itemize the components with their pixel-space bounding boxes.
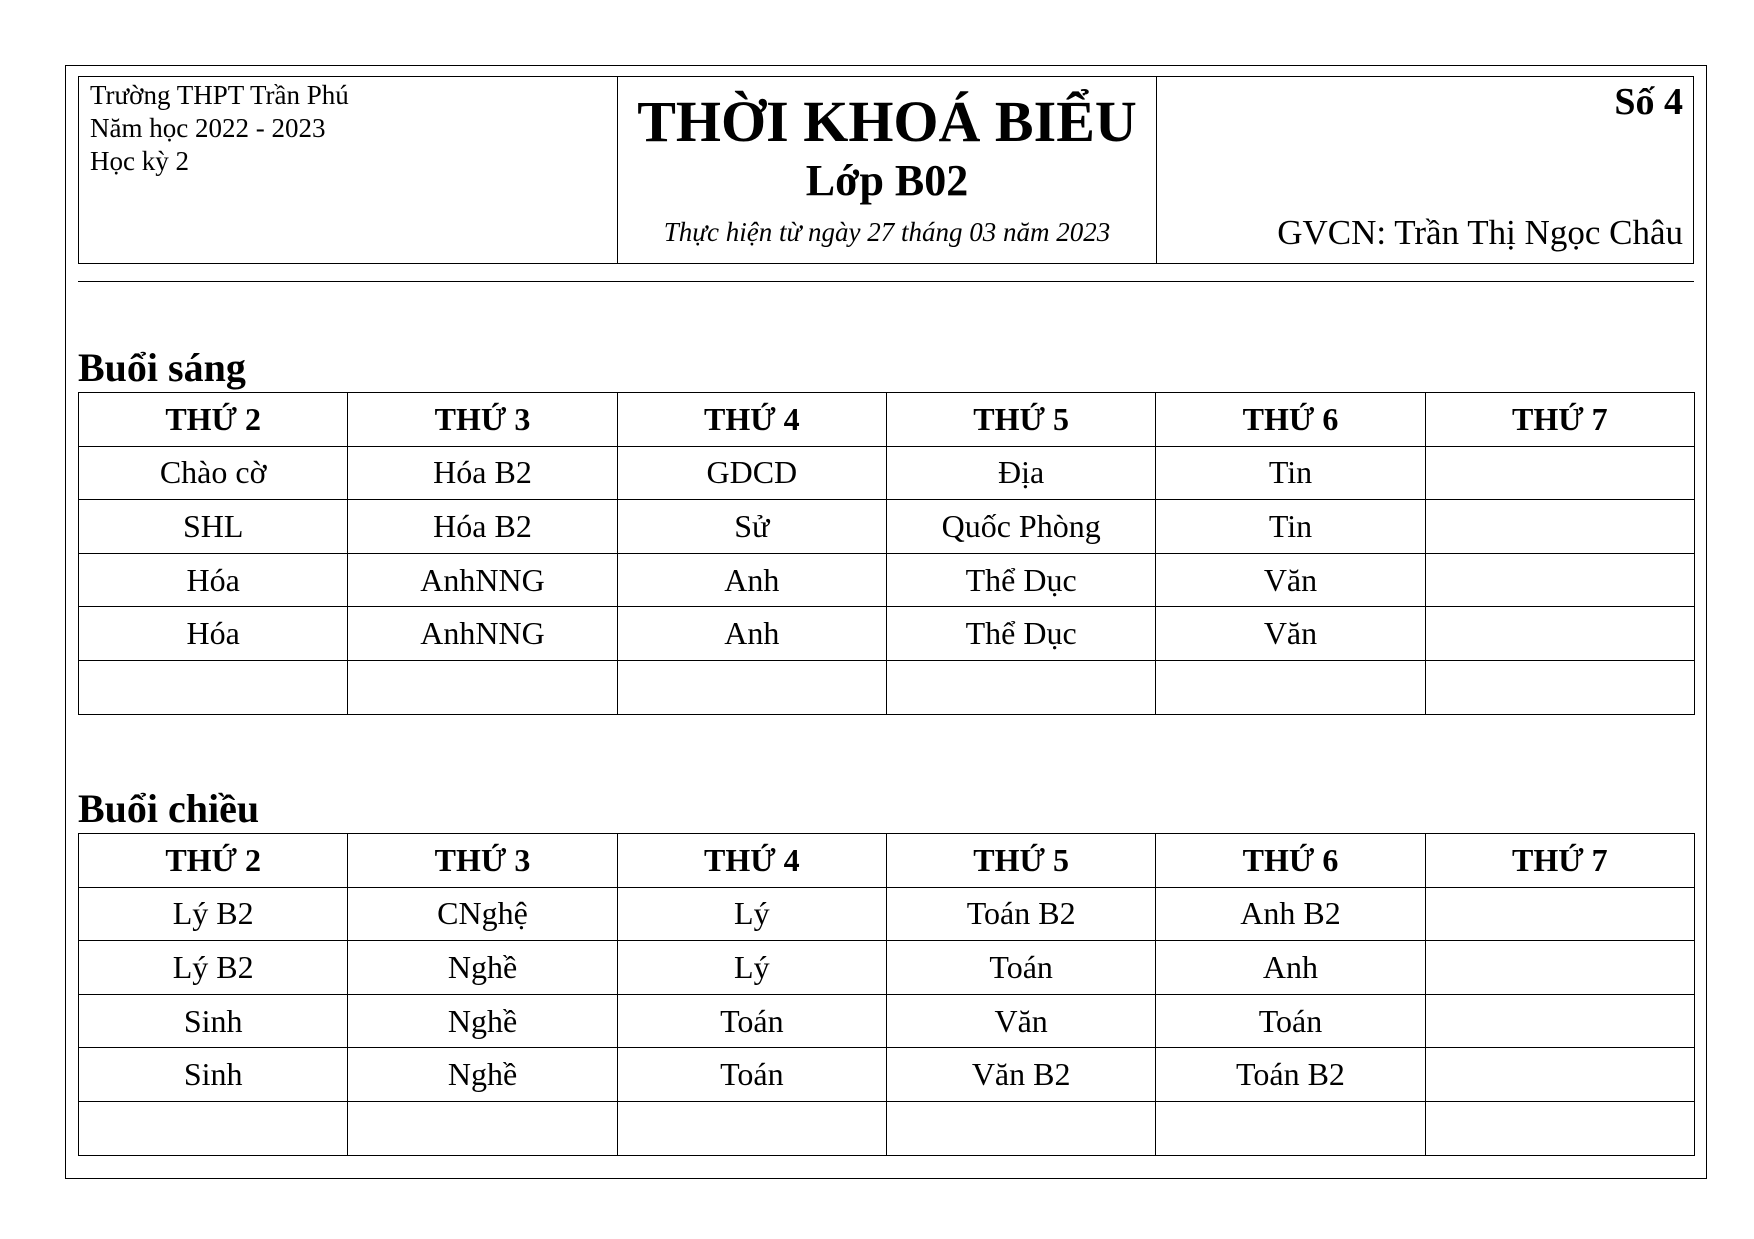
subject-cell: AnhNNG [348,553,617,607]
subject-cell [1425,500,1694,554]
subject-cell: Toán B2 [886,887,1155,941]
subject-cell [1156,660,1425,714]
document-number: Số 4 [1614,81,1683,123]
afternoon-timetable [78,833,1695,1156]
subject-cell: Thể Dục [886,553,1155,607]
subject-cell: Nghề [348,1048,617,1102]
subject-cell: Tin [1156,446,1425,500]
table-row [79,994,1695,1048]
semester: Học kỳ 2 [90,146,189,176]
subject-cell [1425,660,1694,714]
day-header: THỨ 5 [886,834,1155,888]
subject-cell [1425,1048,1694,1102]
subject-cell [1425,941,1694,995]
subject-cell: Hóa B2 [348,446,617,500]
table-row [79,1101,1695,1155]
subject-cell: Hóa [79,553,348,607]
afternoon-section-title: Buổi chiều [78,786,260,831]
day-header: THỨ 6 [1156,834,1425,888]
subject-cell: AnhNNG [348,607,617,661]
table-row [79,660,1695,714]
day-header: THỨ 4 [617,393,886,447]
subject-cell: Toán [617,994,886,1048]
school-year: Năm học 2022 - 2023 [90,113,326,143]
subject-cell: GDCD [617,446,886,500]
subject-cell: Hóa B2 [348,500,617,554]
day-header: THỨ 7 [1425,834,1694,888]
subject-cell: Văn [886,994,1155,1048]
header-box [78,76,1694,264]
subject-cell: Nghề [348,941,617,995]
subject-cell: Tin [1156,500,1425,554]
subject-cell: Anh [1156,941,1425,995]
subject-cell: Toán [617,1048,886,1102]
subject-cell: Nghề [348,994,617,1048]
subject-cell: CNghệ [348,887,617,941]
day-header: THỨ 2 [79,393,348,447]
subject-cell [617,1101,886,1155]
subject-cell [1425,446,1694,500]
subject-cell [617,660,886,714]
header-row [79,393,1695,447]
effective-date: Thực hiện từ ngày 27 tháng 03 năm 2023 [663,217,1111,247]
subject-cell: Sử [617,500,886,554]
class-name: Lớp B02 [805,156,969,205]
subject-cell [1425,553,1694,607]
school-name: Trường THPT Trần Phú [90,80,349,110]
table-row [79,1048,1695,1102]
subject-cell: Hóa [79,607,348,661]
subject-cell [886,1101,1155,1155]
day-header: THỨ 3 [348,393,617,447]
subject-cell [348,1101,617,1155]
document-meta [1157,77,1693,263]
header-row [79,834,1695,888]
subject-cell [79,660,348,714]
day-header: THỨ 4 [617,834,886,888]
subject-cell [1425,887,1694,941]
subject-cell: Anh [617,607,886,661]
subject-cell [79,1101,348,1155]
day-header: THỨ 3 [348,834,617,888]
subject-cell [1425,1101,1694,1155]
subject-cell: SHL [79,500,348,554]
subject-cell: Lý [617,887,886,941]
day-header: THỨ 5 [886,393,1155,447]
subject-cell: Sinh [79,1048,348,1102]
subject-cell [1156,1101,1425,1155]
table-row [79,446,1695,500]
table-row [79,500,1695,554]
subject-cell: Lý [617,941,886,995]
title-block [618,77,1157,263]
subject-cell: Toán B2 [1156,1048,1425,1102]
day-header: THỨ 7 [1425,393,1694,447]
table-row [79,887,1695,941]
subject-cell: Văn [1156,607,1425,661]
subject-cell [1425,607,1694,661]
subject-cell: Toán [1156,994,1425,1048]
subject-cell: Văn B2 [886,1048,1155,1102]
table-row [79,607,1695,661]
morning-section-title: Buổi sáng [78,345,246,390]
day-header: THỨ 6 [1156,393,1425,447]
subject-cell: Lý B2 [79,941,348,995]
table-row [79,553,1695,607]
subject-cell: Chào cờ [79,446,348,500]
subject-cell [886,660,1155,714]
subject-cell: Thể Dục [886,607,1155,661]
subject-cell: Văn [1156,553,1425,607]
subject-cell: Lý B2 [79,887,348,941]
school-info [79,77,618,263]
subject-cell: Anh B2 [1156,887,1425,941]
subject-cell [348,660,617,714]
subject-cell: Địa [886,446,1155,500]
subject-cell: Quốc Phòng [886,500,1155,554]
homeroom-teacher: GVCN: Trần Thị Ngọc Châu [1277,213,1683,252]
subject-cell: Sinh [79,994,348,1048]
page-title: THỜI KHOÁ BIỂU [637,89,1137,154]
table-row [79,941,1695,995]
morning-timetable [78,392,1695,715]
subject-cell: Toán [886,941,1155,995]
subject-cell [1425,994,1694,1048]
day-header: THỨ 2 [79,834,348,888]
subject-cell: Anh [617,553,886,607]
header-divider [78,281,1694,282]
